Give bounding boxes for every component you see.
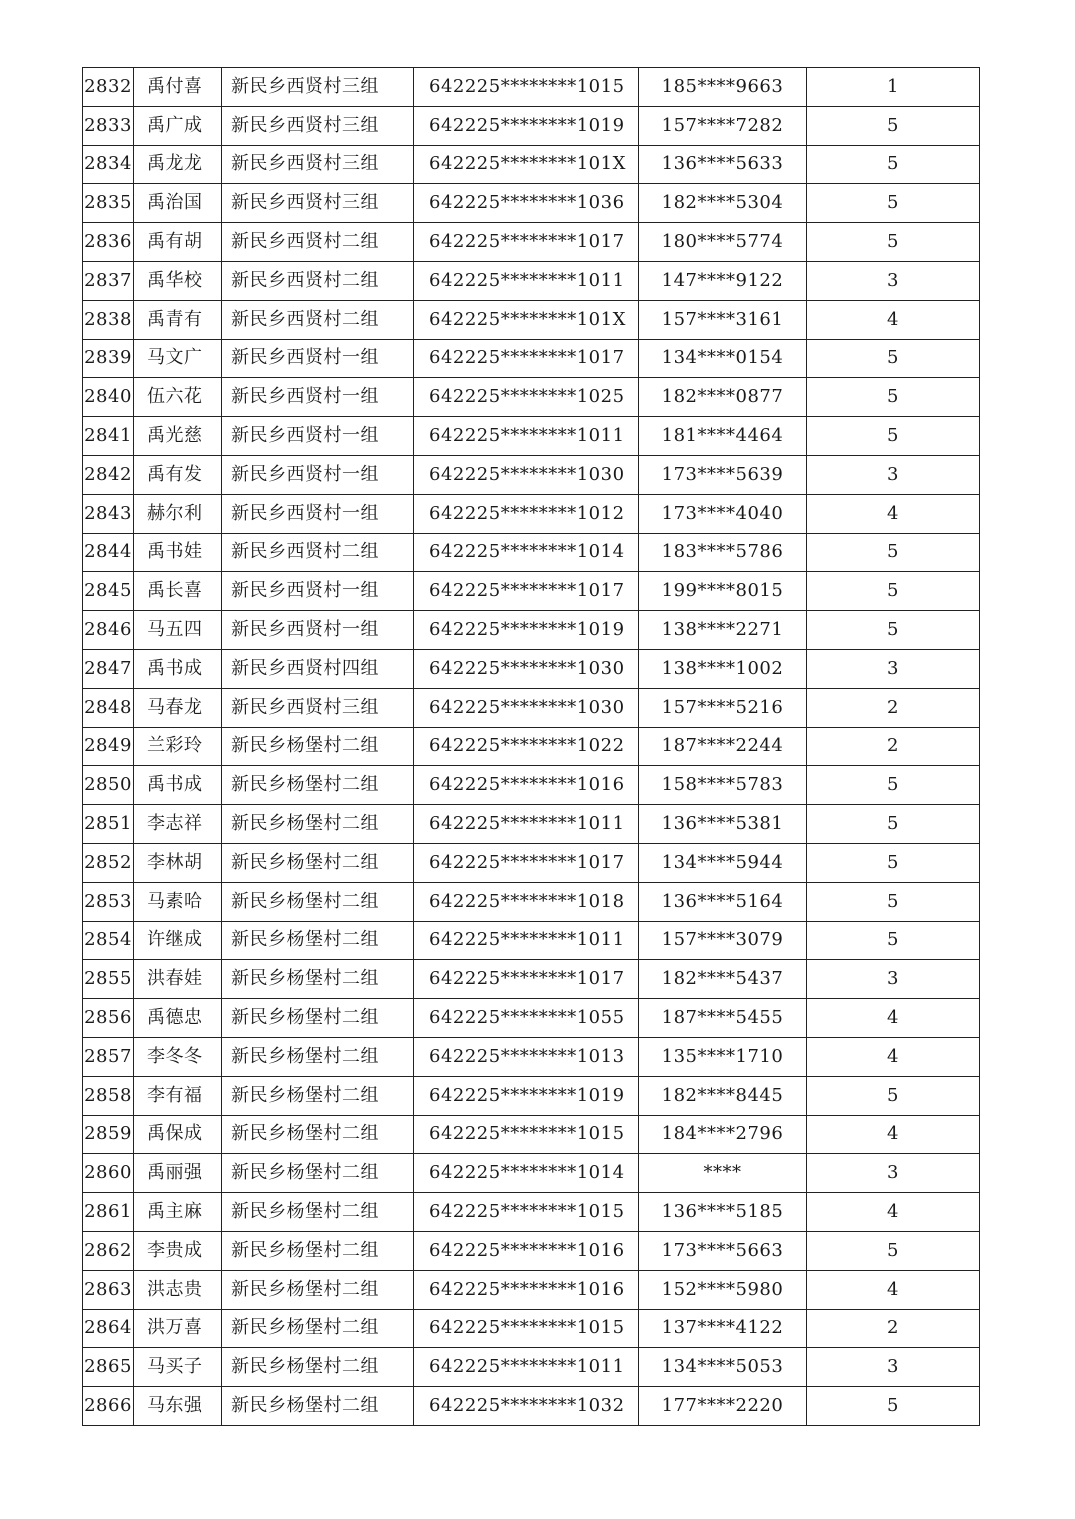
person-name: 李有福 xyxy=(134,1076,222,1115)
address: 新民乡杨堡村二组 xyxy=(222,1270,414,1309)
person-name: 禹书成 xyxy=(134,766,222,805)
table-row xyxy=(83,1154,980,1193)
household-count: 4 xyxy=(807,1037,980,1076)
person-name: 李冬冬 xyxy=(134,1037,222,1076)
id-number: 642225********1015 xyxy=(414,1309,639,1348)
id-number: 642225********1017 xyxy=(414,339,639,378)
table-row xyxy=(83,960,980,999)
phone-number: 152****5980 xyxy=(639,1270,807,1309)
address: 新民乡杨堡村二组 xyxy=(222,882,414,921)
address: 新民乡西贤村三组 xyxy=(222,145,414,184)
table-row xyxy=(83,106,980,145)
address: 新民乡西贤村三组 xyxy=(222,184,414,223)
row-number: 2853 xyxy=(83,882,134,921)
address: 新民乡西贤村一组 xyxy=(222,339,414,378)
household-count: 5 xyxy=(807,1387,980,1426)
address: 新民乡杨堡村二组 xyxy=(222,1309,414,1348)
table-row xyxy=(83,223,980,262)
address: 新民乡杨堡村二组 xyxy=(222,921,414,960)
id-number: 642225********1012 xyxy=(414,494,639,533)
row-number: 2846 xyxy=(83,611,134,650)
address: 新民乡西贤村一组 xyxy=(222,378,414,417)
address: 新民乡杨堡村二组 xyxy=(222,1154,414,1193)
table-row xyxy=(83,1309,980,1348)
row-number: 2864 xyxy=(83,1309,134,1348)
household-count: 5 xyxy=(807,1076,980,1115)
table-row xyxy=(83,417,980,456)
table-row xyxy=(83,261,980,300)
phone-number: 184****2796 xyxy=(639,1115,807,1154)
table-row xyxy=(83,184,980,223)
table-row xyxy=(83,1193,980,1232)
phone-number: 185****9663 xyxy=(639,68,807,107)
address: 新民乡杨堡村二组 xyxy=(222,1387,414,1426)
household-count: 2 xyxy=(807,688,980,727)
phone-number: 182****8445 xyxy=(639,1076,807,1115)
household-count: 5 xyxy=(807,223,980,262)
row-number: 2839 xyxy=(83,339,134,378)
person-name: 洪春娃 xyxy=(134,960,222,999)
address: 新民乡西贤村一组 xyxy=(222,417,414,456)
address: 新民乡杨堡村二组 xyxy=(222,960,414,999)
person-name: 赫尔利 xyxy=(134,494,222,533)
id-number: 642225********1016 xyxy=(414,1270,639,1309)
phone-number: 157****3079 xyxy=(639,921,807,960)
row-number: 2832 xyxy=(83,68,134,107)
phone-number: 187****2244 xyxy=(639,727,807,766)
id-number: 642225********1017 xyxy=(414,843,639,882)
household-count: 5 xyxy=(807,339,980,378)
household-count: 5 xyxy=(807,417,980,456)
phone-number: 135****1710 xyxy=(639,1037,807,1076)
phone-number: 136****5633 xyxy=(639,145,807,184)
row-number: 2861 xyxy=(83,1193,134,1232)
person-name: 禹长喜 xyxy=(134,572,222,611)
household-count: 4 xyxy=(807,999,980,1038)
row-number: 2841 xyxy=(83,417,134,456)
row-number: 2845 xyxy=(83,572,134,611)
person-name: 禹有发 xyxy=(134,455,222,494)
household-count: 4 xyxy=(807,1193,980,1232)
household-count: 4 xyxy=(807,1115,980,1154)
phone-number: 147****9122 xyxy=(639,261,807,300)
person-name: 伍六花 xyxy=(134,378,222,417)
person-name: 马素哈 xyxy=(134,882,222,921)
phone-number: 181****4464 xyxy=(639,417,807,456)
id-number: 642225********1015 xyxy=(414,1115,639,1154)
address: 新民乡杨堡村二组 xyxy=(222,1231,414,1270)
id-number: 642225********1013 xyxy=(414,1037,639,1076)
household-count: 5 xyxy=(807,1231,980,1270)
table-row xyxy=(83,339,980,378)
row-number: 2850 xyxy=(83,766,134,805)
household-count: 2 xyxy=(807,727,980,766)
phone-number: 136****5185 xyxy=(639,1193,807,1232)
person-name: 马春龙 xyxy=(134,688,222,727)
person-name: 禹光慈 xyxy=(134,417,222,456)
id-number: 642225********1014 xyxy=(414,533,639,572)
phone-number: 134****5053 xyxy=(639,1348,807,1387)
household-count: 5 xyxy=(807,766,980,805)
household-count: 5 xyxy=(807,378,980,417)
address: 新民乡杨堡村二组 xyxy=(222,843,414,882)
row-number: 2863 xyxy=(83,1270,134,1309)
household-count: 4 xyxy=(807,300,980,339)
id-number: 642225********1011 xyxy=(414,417,639,456)
address: 新民乡西贤村二组 xyxy=(222,300,414,339)
id-number: 642225********1011 xyxy=(414,921,639,960)
address: 新民乡杨堡村二组 xyxy=(222,1076,414,1115)
id-number: 642225********1017 xyxy=(414,960,639,999)
id-number: 642225********1016 xyxy=(414,766,639,805)
phone-number: 183****5786 xyxy=(639,533,807,572)
id-number: 642225********1011 xyxy=(414,261,639,300)
household-count: 4 xyxy=(807,494,980,533)
phone-number: 173****4040 xyxy=(639,494,807,533)
household-count: 5 xyxy=(807,145,980,184)
row-number: 2843 xyxy=(83,494,134,533)
row-number: 2836 xyxy=(83,223,134,262)
phone-number: 134****0154 xyxy=(639,339,807,378)
table-row xyxy=(83,1037,980,1076)
address: 新民乡杨堡村二组 xyxy=(222,1193,414,1232)
row-number: 2859 xyxy=(83,1115,134,1154)
address: 新民乡西贤村一组 xyxy=(222,494,414,533)
person-name: 禹有胡 xyxy=(134,223,222,262)
row-number: 2856 xyxy=(83,999,134,1038)
person-name: 洪万喜 xyxy=(134,1309,222,1348)
id-number: 642225********1032 xyxy=(414,1387,639,1426)
id-number: 642225********1025 xyxy=(414,378,639,417)
person-name: 禹丽强 xyxy=(134,1154,222,1193)
row-number: 2838 xyxy=(83,300,134,339)
person-name: 马五四 xyxy=(134,611,222,650)
address: 新民乡西贤村一组 xyxy=(222,572,414,611)
table-row xyxy=(83,1076,980,1115)
id-number: 642225********1015 xyxy=(414,68,639,107)
row-number: 2862 xyxy=(83,1231,134,1270)
person-name: 禹保成 xyxy=(134,1115,222,1154)
household-count: 5 xyxy=(807,843,980,882)
phone-number: 157****5216 xyxy=(639,688,807,727)
table-row xyxy=(83,1387,980,1426)
row-number: 2840 xyxy=(83,378,134,417)
row-number: 2834 xyxy=(83,145,134,184)
row-number: 2849 xyxy=(83,727,134,766)
phone-number: 182****0877 xyxy=(639,378,807,417)
id-number: 642225********1015 xyxy=(414,1193,639,1232)
address: 新民乡西贤村四组 xyxy=(222,649,414,688)
person-name: 禹德忠 xyxy=(134,999,222,1038)
person-name: 马买子 xyxy=(134,1348,222,1387)
household-count: 2 xyxy=(807,1309,980,1348)
table-row xyxy=(83,999,980,1038)
address: 新民乡西贤村一组 xyxy=(222,455,414,494)
phone-number: 182****5304 xyxy=(639,184,807,223)
table-row xyxy=(83,766,980,805)
address: 新民乡杨堡村二组 xyxy=(222,1037,414,1076)
table-row xyxy=(83,145,980,184)
phone-number: 138****2271 xyxy=(639,611,807,650)
address: 新民乡杨堡村二组 xyxy=(222,805,414,844)
roster-body xyxy=(83,68,980,1426)
household-count: 3 xyxy=(807,455,980,494)
household-count: 4 xyxy=(807,1270,980,1309)
address: 新民乡西贤村一组 xyxy=(222,611,414,650)
household-count: 3 xyxy=(807,649,980,688)
person-name: 禹华校 xyxy=(134,261,222,300)
id-number: 642225********1017 xyxy=(414,223,639,262)
table-row xyxy=(83,572,980,611)
phone-number: 199****8015 xyxy=(639,572,807,611)
person-name: 兰彩玲 xyxy=(134,727,222,766)
table-row xyxy=(83,611,980,650)
row-number: 2851 xyxy=(83,805,134,844)
household-count: 3 xyxy=(807,960,980,999)
row-number: 2860 xyxy=(83,1154,134,1193)
row-number: 2844 xyxy=(83,533,134,572)
table-row xyxy=(83,300,980,339)
row-number: 2837 xyxy=(83,261,134,300)
table-row xyxy=(83,1348,980,1387)
household-count: 5 xyxy=(807,184,980,223)
phone-number: 182****5437 xyxy=(639,960,807,999)
id-number: 642225********1017 xyxy=(414,572,639,611)
table-row xyxy=(83,1270,980,1309)
table-row xyxy=(83,533,980,572)
address: 新民乡西贤村三组 xyxy=(222,688,414,727)
household-count: 5 xyxy=(807,805,980,844)
phone-number: 173****5639 xyxy=(639,455,807,494)
address: 新民乡西贤村三组 xyxy=(222,106,414,145)
phone-number: 136****5381 xyxy=(639,805,807,844)
id-number: 642225********1022 xyxy=(414,727,639,766)
roster-table xyxy=(82,67,980,1426)
address: 新民乡西贤村二组 xyxy=(222,533,414,572)
table-row xyxy=(83,68,980,107)
id-number: 642225********1011 xyxy=(414,1348,639,1387)
phone-number: 137****4122 xyxy=(639,1309,807,1348)
person-name: 禹治国 xyxy=(134,184,222,223)
person-name: 禹书成 xyxy=(134,649,222,688)
table-row xyxy=(83,1231,980,1270)
table-row xyxy=(83,649,980,688)
row-number: 2865 xyxy=(83,1348,134,1387)
row-number: 2857 xyxy=(83,1037,134,1076)
row-number: 2854 xyxy=(83,921,134,960)
address: 新民乡西贤村二组 xyxy=(222,223,414,262)
household-count: 3 xyxy=(807,1348,980,1387)
row-number: 2847 xyxy=(83,649,134,688)
table-row xyxy=(83,727,980,766)
phone-number: 187****5455 xyxy=(639,999,807,1038)
person-name: 许继成 xyxy=(134,921,222,960)
id-number: 642225********1036 xyxy=(414,184,639,223)
phone-number: 157****7282 xyxy=(639,106,807,145)
id-number: 642225********1014 xyxy=(414,1154,639,1193)
table-row xyxy=(83,921,980,960)
id-number: 642225********1019 xyxy=(414,611,639,650)
table-row xyxy=(83,805,980,844)
row-number: 2848 xyxy=(83,688,134,727)
row-number: 2858 xyxy=(83,1076,134,1115)
phone-number: 177****2220 xyxy=(639,1387,807,1426)
address: 新民乡西贤村二组 xyxy=(222,261,414,300)
table-row xyxy=(83,378,980,417)
id-number: 642225********1019 xyxy=(414,106,639,145)
row-number: 2842 xyxy=(83,455,134,494)
id-number: 642225********1011 xyxy=(414,805,639,844)
person-name: 李贵成 xyxy=(134,1231,222,1270)
id-number: 642225********1055 xyxy=(414,999,639,1038)
household-count: 1 xyxy=(807,68,980,107)
address: 新民乡西贤村三组 xyxy=(222,68,414,107)
phone-number: 158****5783 xyxy=(639,766,807,805)
id-number: 642225********1018 xyxy=(414,882,639,921)
phone-number: 157****3161 xyxy=(639,300,807,339)
phone-number: 136****5164 xyxy=(639,882,807,921)
table-row xyxy=(83,882,980,921)
row-number: 2835 xyxy=(83,184,134,223)
household-count: 5 xyxy=(807,611,980,650)
household-count: 5 xyxy=(807,572,980,611)
table-row xyxy=(83,1115,980,1154)
table-row xyxy=(83,455,980,494)
id-number: 642225********1019 xyxy=(414,1076,639,1115)
address: 新民乡杨堡村二组 xyxy=(222,1115,414,1154)
person-name: 马东强 xyxy=(134,1387,222,1426)
phone-number: 180****5774 xyxy=(639,223,807,262)
person-name: 李志祥 xyxy=(134,805,222,844)
household-count: 3 xyxy=(807,261,980,300)
id-number: 642225********1030 xyxy=(414,649,639,688)
household-count: 5 xyxy=(807,921,980,960)
address: 新民乡杨堡村二组 xyxy=(222,766,414,805)
person-name: 禹主麻 xyxy=(134,1193,222,1232)
person-name: 禹青有 xyxy=(134,300,222,339)
id-number: 642225********101X xyxy=(414,300,639,339)
row-number: 2833 xyxy=(83,106,134,145)
phone-number: 173****5663 xyxy=(639,1231,807,1270)
phone-number: 138****1002 xyxy=(639,649,807,688)
address: 新民乡杨堡村二组 xyxy=(222,999,414,1038)
household-count: 5 xyxy=(807,533,980,572)
table-row xyxy=(83,843,980,882)
row-number: 2852 xyxy=(83,843,134,882)
person-name: 禹付喜 xyxy=(134,68,222,107)
person-name: 李林胡 xyxy=(134,843,222,882)
household-count: 3 xyxy=(807,1154,980,1193)
phone-number: 134****5944 xyxy=(639,843,807,882)
table-row xyxy=(83,494,980,533)
id-number: 642225********1016 xyxy=(414,1231,639,1270)
address: 新民乡杨堡村二组 xyxy=(222,1348,414,1387)
household-count: 5 xyxy=(807,882,980,921)
household-count: 5 xyxy=(807,106,980,145)
person-name: 洪志贵 xyxy=(134,1270,222,1309)
address: 新民乡杨堡村二组 xyxy=(222,727,414,766)
person-name: 禹龙龙 xyxy=(134,145,222,184)
row-number: 2855 xyxy=(83,960,134,999)
id-number: 642225********1030 xyxy=(414,688,639,727)
person-name: 禹广成 xyxy=(134,106,222,145)
row-number: 2866 xyxy=(83,1387,134,1426)
id-number: 642225********101X xyxy=(414,145,639,184)
person-name: 禹书娃 xyxy=(134,533,222,572)
person-name: 马文广 xyxy=(134,339,222,378)
phone-number: **** xyxy=(639,1154,807,1193)
table-row xyxy=(83,688,980,727)
id-number: 642225********1030 xyxy=(414,455,639,494)
